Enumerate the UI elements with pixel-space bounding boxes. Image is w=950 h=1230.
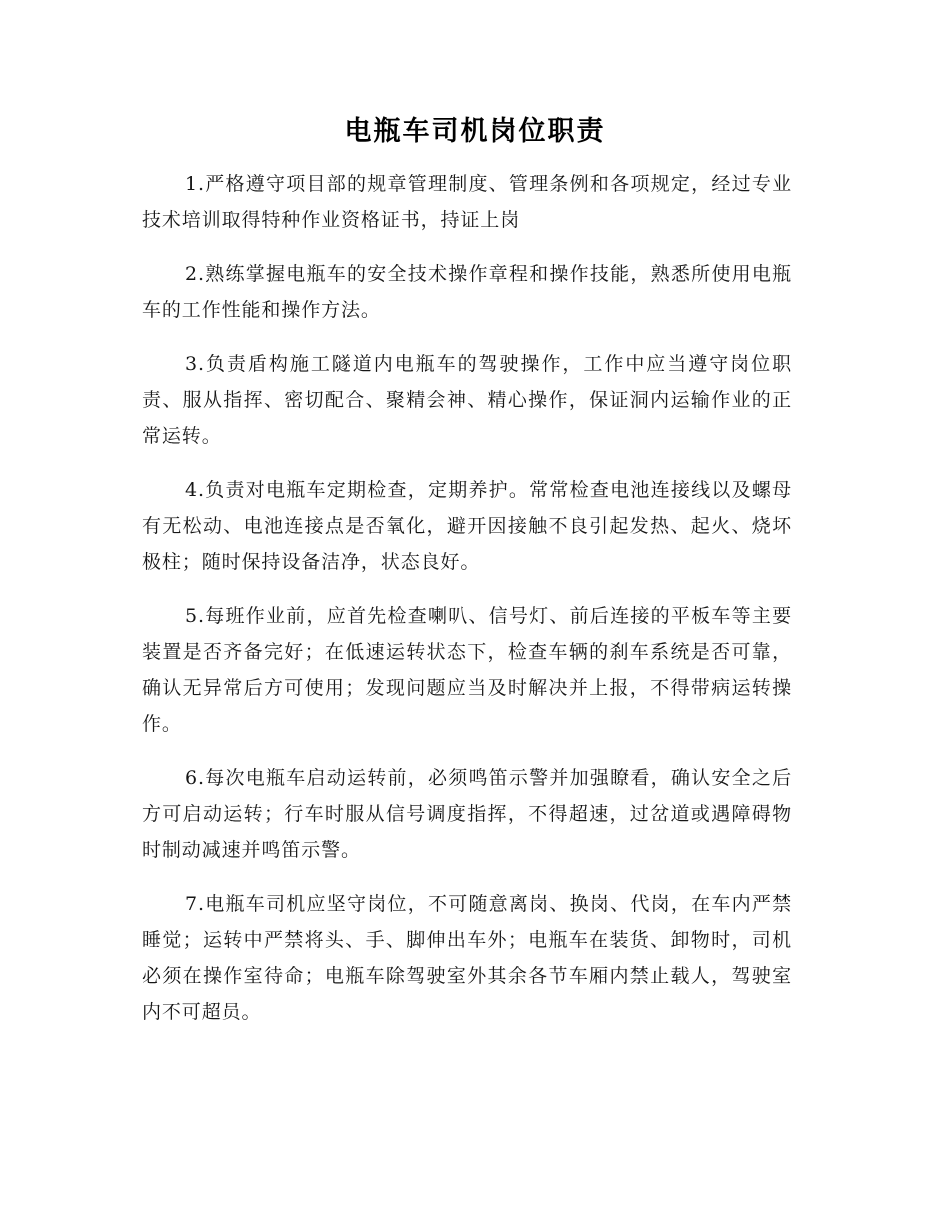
paragraph-6: 6.每次电瓶车启动运转前，必须鸣笛示警并加强瞭看，确认安全之后方可启动运转；行车时服从信号调度指挥，不得超速，过岔道或遇障碍物时制动减速并鸣笛示警。 (142, 767, 792, 861)
paragraph-2: 2.熟练掌握电瓶车的安全技术操作章程和操作技能，熟悉所使用电瓶车的工作性能和操作方法。 (142, 263, 792, 321)
document-body (142, 166, 792, 1048)
paragraph-1: 1.严格遵守项目部的规章管理制度、管理条例和各项规定，经过专业技术培训取得特种作业资格证书，持证上岗 (142, 173, 792, 231)
paragraph-4: 4.负责对电瓶车定期检查，定期养护。常常检查电池连接线以及螺母有无松动、电池连接点是否氧化，避开因接触不良引起发热、起火、烧坏极柱；随时保持设备洁净，状态良好。 (142, 479, 792, 573)
paragraph-7: 7.电瓶车司机应坚守岗位，不可随意离岗、换岗、代岗，在车内严禁睡觉；运转中严禁将头、手、脚伸出车外；电瓶车在装货、卸物时，司机必须在操作室待命；电瓶车除驾驶室外其余各节车厢内禁止载人，驾驶室内不可超员。 (142, 893, 792, 1023)
paragraph-3: 3.负责盾构施工隧道内电瓶车的驾驶操作，工作中应当遵守岗位职责、服从指挥、密切配合、聚精会神、精心操作，保证洞内运输作业的正常运转。 (142, 353, 792, 447)
document-title: 电瓶车司机岗位职责 (344, 116, 606, 147)
paragraph-5: 5.每班作业前，应首先检查喇叭、信号灯、前后连接的平板车等主要装置是否齐备完好；在低速运转状态下，检查车辆的刹车系统是否可靠，确认无异常后方可使用；发现问题应当及时解决并上报，不得带病运转操作。 (142, 605, 792, 735)
